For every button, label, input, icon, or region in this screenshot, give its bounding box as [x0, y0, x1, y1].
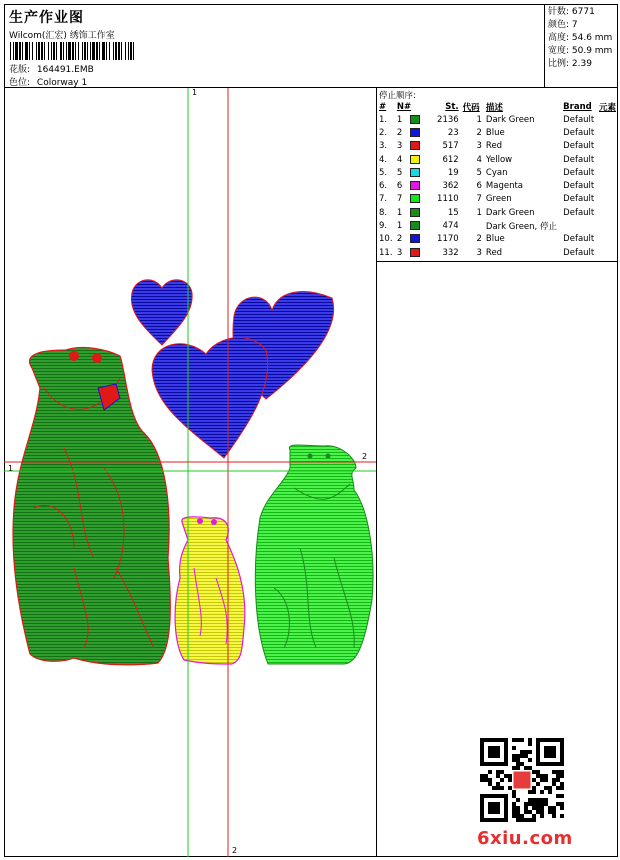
stop-code: 3 [476, 247, 482, 258]
colorway-value: Colorway 1 [36, 78, 88, 88]
stop-needle [395, 113, 429, 126]
stop-code [461, 219, 484, 232]
small-heart [131, 280, 192, 345]
design-width: 宽度: 50.9 mm [548, 46, 613, 56]
thread-color-swatch [410, 181, 420, 190]
stop-row [377, 113, 618, 126]
stop-index: 2. [379, 127, 388, 138]
stop-code: 2 [476, 127, 482, 138]
stop-needle-number: 3 [396, 247, 403, 258]
stop-row [377, 193, 618, 206]
thread-color-swatch [410, 248, 420, 257]
thread-color-swatch [410, 128, 420, 137]
stop-stitches: 2136 [437, 114, 459, 125]
stop-description: Cyan [485, 167, 508, 178]
stop-description: Red [485, 141, 503, 152]
bear-eye-right [92, 353, 102, 363]
qr-logo-stamp [514, 772, 531, 789]
big-green-bear [13, 348, 170, 665]
stop-sequence-panel [377, 88, 618, 262]
stop-brand: Default [563, 127, 595, 138]
stop-needle [395, 233, 429, 246]
colorway-label: 色位: [9, 78, 31, 88]
axis-label-v1: 1 [192, 88, 198, 97]
stop-element [597, 206, 618, 219]
stop-code: 4 [476, 154, 482, 165]
stop-needle [395, 153, 429, 166]
stop-description: Blue [485, 127, 505, 138]
stop-stitches: 19 [447, 167, 459, 178]
stop-element [597, 113, 618, 126]
green-bear-eye-right [326, 454, 331, 459]
stop-description: Green [485, 194, 512, 205]
stop-row [377, 219, 618, 232]
stop-element [597, 219, 618, 232]
stop-needle-number: 2 [396, 127, 403, 138]
design-value: 164491.EMB [36, 65, 94, 75]
thread-color-swatch [410, 234, 420, 243]
stop-table-header [377, 100, 618, 113]
col-needle: N# [396, 101, 412, 112]
design-line [9, 62, 94, 75]
stop-code: 1 [476, 207, 482, 218]
stop-brand: Default [563, 167, 595, 178]
stop-needle-number: 4 [396, 154, 403, 165]
stop-row [377, 126, 618, 139]
col-element: 元素 [598, 102, 616, 113]
stop-stitches: 474 [442, 221, 459, 232]
stop-needle-number: 2 [396, 234, 403, 245]
stop-needle [395, 246, 429, 259]
stop-brand: Default [563, 181, 595, 192]
stop-needle-number: 3 [396, 141, 403, 152]
thread-color-swatch [410, 168, 420, 177]
yellow-bear-eye-left [197, 518, 203, 524]
yellow-bear [175, 517, 245, 664]
stitch-count: 针数: 6771 [548, 7, 595, 17]
stop-needle [395, 126, 429, 139]
barcode [10, 42, 134, 60]
thread-color-swatch [410, 155, 420, 164]
stop-stitches: 1170 [437, 234, 459, 245]
stop-needle-number: 5 [396, 167, 403, 178]
stop-row [377, 246, 618, 259]
stop-description: Dark Green, 停止 [485, 222, 557, 233]
design-height: 高度: 54.6 mm [548, 33, 613, 43]
stop-row [377, 206, 618, 219]
stop-code: 2 [476, 234, 482, 245]
design-artwork [4, 88, 377, 857]
page-title: 生产作业图 [9, 10, 84, 26]
stop-element [597, 233, 618, 246]
stop-element [597, 193, 618, 206]
stop-needle-number: 1 [396, 114, 403, 125]
stop-brand: Default [563, 207, 595, 218]
big-heart [152, 338, 268, 458]
stop-brand [561, 219, 597, 232]
stop-row [377, 153, 618, 166]
stop-needle-number: 1 [396, 207, 403, 218]
stop-needle-number: 7 [396, 194, 403, 205]
stop-element [597, 126, 618, 139]
stop-stitches: 1110 [437, 194, 459, 205]
axis-label-h2: 2 [362, 452, 368, 461]
stop-needle [395, 206, 429, 219]
col-stitches: St. [445, 101, 459, 112]
stop-sequence-title: 停止顺序: [379, 91, 416, 101]
bear-eye-left [69, 351, 79, 361]
stop-description: Yellow [485, 154, 513, 165]
stop-code: 6 [476, 181, 482, 192]
thread-color-swatch [410, 208, 420, 217]
stop-brand: Default [563, 234, 595, 245]
stop-element [597, 153, 618, 166]
green-bear-eye-left [308, 454, 313, 459]
stop-index: 9. [379, 221, 388, 232]
qr-code [480, 738, 564, 822]
stop-index: 7. [379, 194, 388, 205]
light-green-bear [255, 445, 373, 664]
stop-description: Magenta [485, 181, 524, 192]
stop-row [377, 166, 618, 179]
col-brand: Brand [563, 101, 592, 112]
design-label: 花版: [9, 65, 31, 75]
embroidery-preview [4, 88, 377, 857]
stop-index: 3. [379, 141, 388, 152]
stop-index: 8. [379, 207, 388, 218]
stop-stitches: 612 [442, 154, 459, 165]
stop-stitches: 15 [447, 207, 459, 218]
stop-row [377, 233, 618, 246]
company-name: Wilcom(汇宏) 绣饰工作室 [9, 31, 115, 41]
stop-stitches: 332 [442, 247, 459, 258]
watermark-logo: 6xiu.com [477, 828, 573, 849]
stop-needle [395, 140, 429, 153]
stop-element [597, 140, 618, 153]
stop-needle [395, 193, 429, 206]
thread-color-swatch [410, 115, 420, 124]
axis-label-v2: 2 [232, 846, 238, 855]
stop-index: 11. [379, 247, 393, 258]
stop-index: 10. [379, 234, 393, 245]
stop-needle [395, 179, 429, 192]
stop-sequence-table [377, 100, 618, 259]
stop-index: 6. [379, 181, 388, 192]
stop-element [597, 166, 618, 179]
stop-needle-number: 1 [396, 221, 403, 232]
stop-element [597, 179, 618, 192]
axis-label-h1: 1 [8, 464, 14, 473]
stop-element [597, 246, 618, 259]
stop-code: 5 [476, 167, 482, 178]
stop-stitches: 362 [442, 181, 459, 192]
stop-needle-number: 6 [396, 181, 403, 192]
stop-brand: Default [563, 194, 595, 205]
stop-row [377, 179, 618, 192]
stop-brand: Default [563, 141, 595, 152]
colorway-line [9, 75, 87, 88]
stop-needle [395, 166, 429, 179]
stop-code: 1 [476, 114, 482, 125]
stop-brand: Default [563, 247, 595, 258]
stop-description: Dark Green [485, 114, 535, 125]
thread-color-swatch [410, 194, 420, 203]
stop-description: Red [485, 247, 503, 258]
thread-color-swatch [410, 141, 420, 150]
stop-brand: Default [563, 154, 595, 165]
stop-needle [395, 219, 429, 232]
stop-index: 4. [379, 154, 388, 165]
design-scale: 比例: 2.39 [548, 59, 592, 69]
col-index: # [379, 101, 387, 112]
stats-panel [545, 4, 618, 88]
stop-description: Blue [485, 234, 505, 245]
stop-index: 1. [379, 114, 388, 125]
header-panel [4, 4, 545, 88]
stop-index: 5. [379, 167, 388, 178]
stop-row [377, 140, 618, 153]
stop-stitches: 517 [442, 141, 459, 152]
stop-description: Dark Green [485, 207, 535, 218]
stop-stitches: 23 [447, 127, 459, 138]
col-description: 描述 [485, 102, 503, 113]
stop-code: 3 [476, 141, 482, 152]
thread-color-swatch [410, 221, 420, 230]
yellow-bear-eye-right [211, 519, 217, 525]
stop-code: 7 [476, 194, 482, 205]
color-count: 颜色: 7 [548, 20, 578, 30]
stop-brand: Default [563, 114, 595, 125]
col-code: 代码 [462, 102, 480, 113]
